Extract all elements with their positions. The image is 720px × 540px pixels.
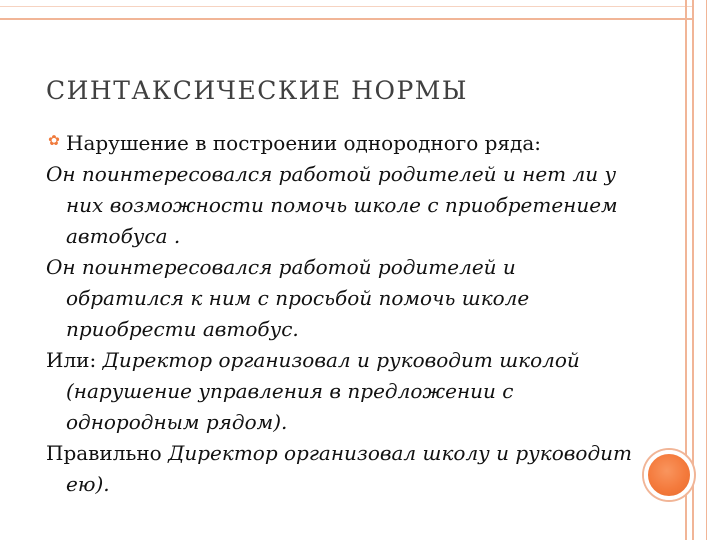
flower-bullet-icon: ✿ — [48, 133, 60, 149]
top-border — [0, 0, 692, 20]
slide-body — [46, 128, 636, 500]
paragraph-text: Он поинтересовался работой родителей и нет ли у них возможности помочь школе с приобретением автобуса . — [46, 162, 618, 248]
example-paragraph — [0, 252, 636, 345]
paragraph-text: Директор организовал и руководит школой (нарушение управления в предложении с однородным рядом). — [66, 348, 580, 434]
slide-title: СИНТАКСИЧЕСКИЕ НОРМЫ — [46, 76, 468, 105]
top-border-inner-line — [0, 6, 692, 7]
example-paragraph — [0, 159, 636, 252]
paragraph-text: Директор организовал школу и руководит ею). — [66, 441, 632, 496]
paragraph-lead: Или: — [46, 348, 103, 372]
right-border-line — [706, 0, 707, 540]
bullet-item — [46, 128, 636, 159]
paragraph-lead: Правильно — [46, 441, 169, 465]
bullet-text: Нарушение в построении однородного ряда: — [66, 131, 542, 155]
decorative-circle — [644, 450, 694, 500]
example-paragraph — [0, 438, 636, 500]
example-paragraph — [0, 345, 636, 438]
right-border-line — [692, 0, 694, 540]
paragraph-text: Он поинтересовался работой родителей и обратился к ним с просьбой помочь школе приобрести автобус. — [46, 255, 530, 341]
